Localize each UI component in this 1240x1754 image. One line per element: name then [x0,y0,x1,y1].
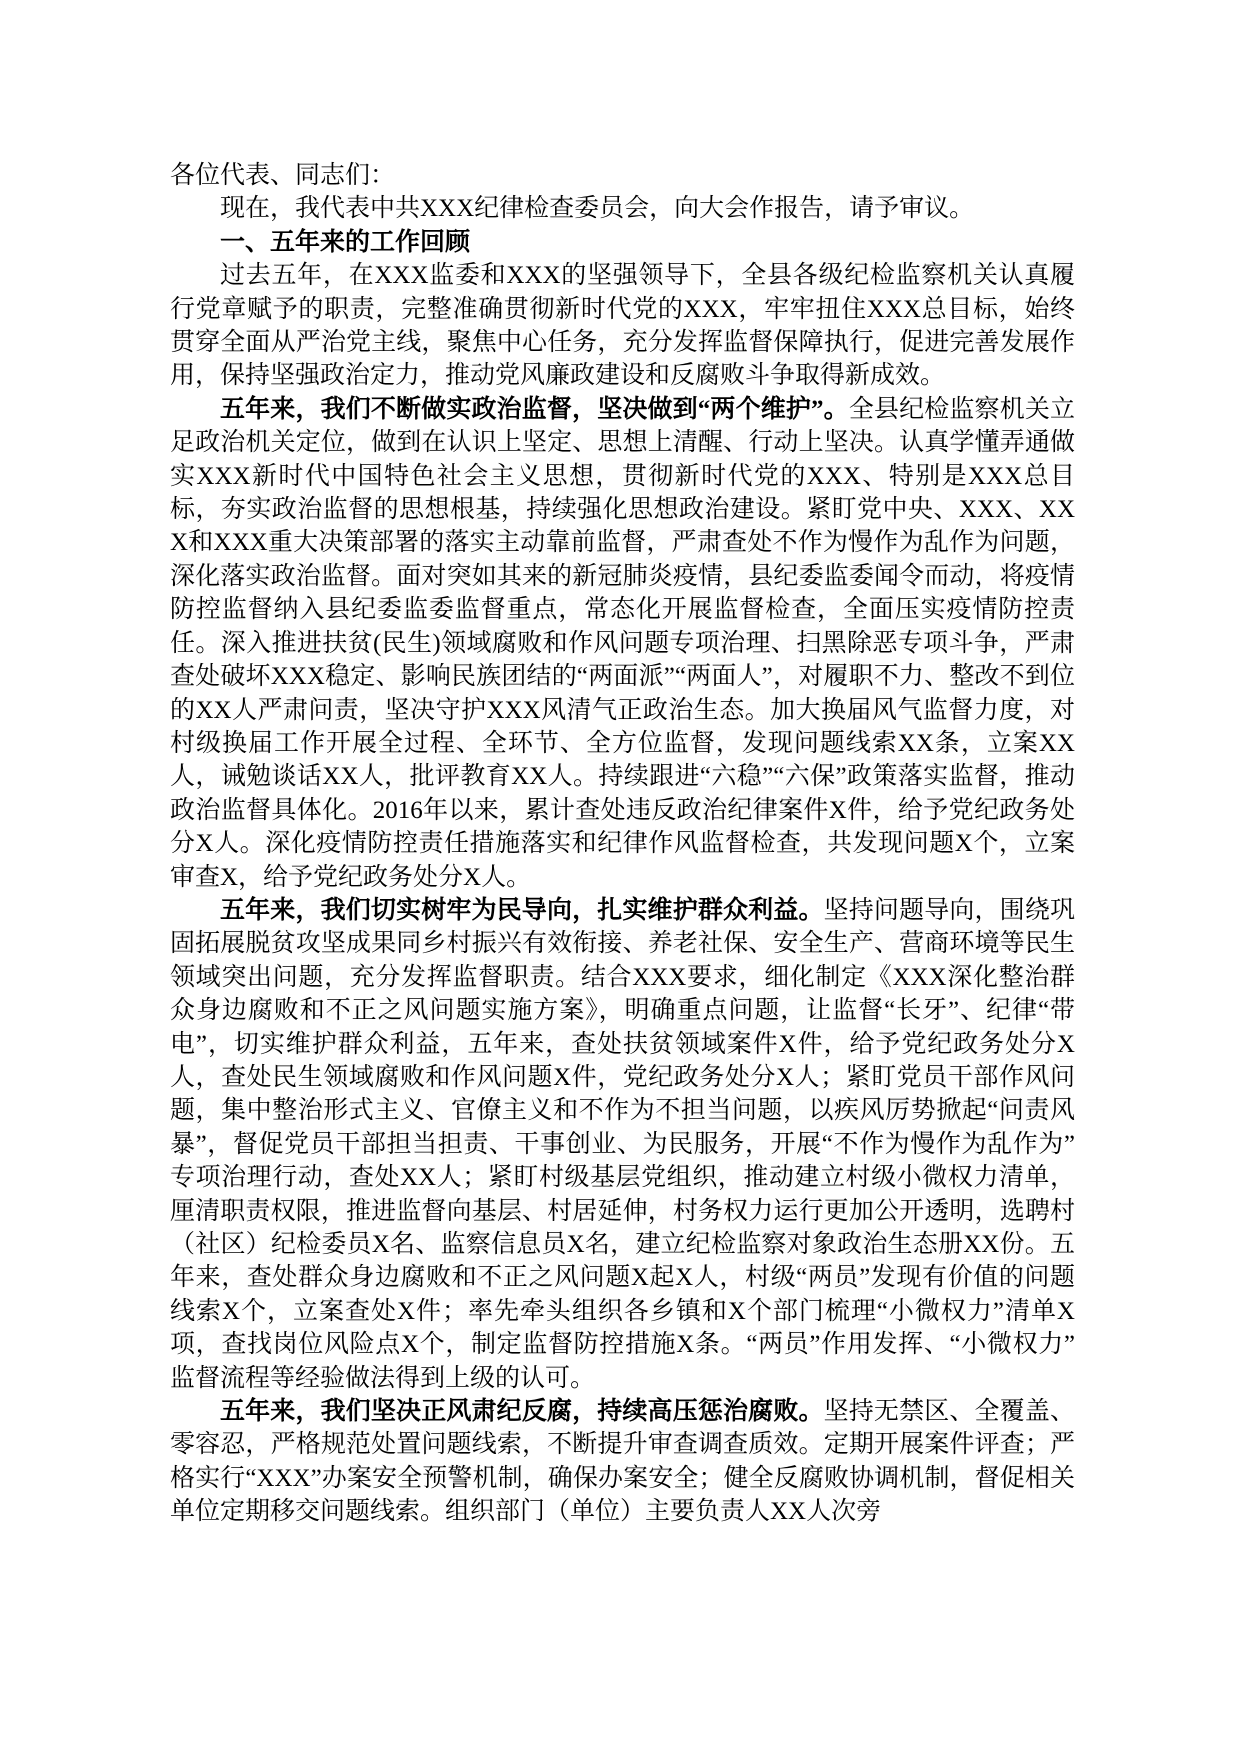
paragraph-anti-corruption-body: 坚持无禁区、全覆盖、零容忍，严格规范处置问题线索，不断提升审查调查质效。定期开展案件评查；严格实行“XXX”办案安全预警机制，确保办案安全；健全反腐败协调机制，督促相关单位定期移交问题线索。组织部门（单位）主要负责人XX人次旁 [170,1398,1075,1526]
paragraph-anti-corruption [170,1395,1075,1529]
paragraph-people-interests-lead: 五年来，我们切实树牢为民导向，扎实维护群众利益。 [220,896,824,924]
paragraph-anti-corruption-lead: 五年来，我们坚决正风肃纪反腐，持续高压惩治腐败。 [220,1398,824,1426]
paragraph-people-interests-body: 坚持问题导向，围绕巩固拓展脱贫攻坚成果同乡村振兴有效衔接、养老社保、安全生产、营商环境等民生领域突出问题，充分发挥监督职责。结合XXX要求，细化制定《XXX深化整治群众身边腐败和不正之风问题实施方案》，明确重点问题，让监督“长牙”、纪律“带电”，切实维护群众利益，五年来，查处扶贫领域案件X件，给予党纪政务处分X人，查处民生领域腐败和作风问题X件，党纪政务处分X人；紧盯党员干部作风问题，集中整治形式主义、官僚主义和不作为不担当问题，以疾风厉势掀起“问责风暴”，督促党员干部担当担责、干事创业、为民服务，开展“不作为慢作为乱作为”专项治理行动，查处XX人；紧盯村级基层党组织，推动建立村级小微权力清单，厘清职责权限，推进监督向基层、村居延伸，村务权力运行更加公开透明，选聘村（社区）纪检委员X名、监察信息员X名，建立纪检监察对象政治生态册XX份。五年来，查处群众身边腐败和不正之风问题X起X人，村级“两员”发现有价值的问题线索X个，立案查处X件；率先牵头组织各乡镇和X个部门梳理“小微权力”清单X项，查找岗位风险点X个，制定监督防控措施X条。“两员”作用发挥、“小微权力”监督流程等经验做法得到上级的认可。 [170,896,1075,1392]
salutation: 各位代表、同志们： [170,162,396,189]
paragraph-political-supervision-lead: 五年来，我们不断做实政治监督，坚决做到“两个维护”。 [220,395,849,423]
paragraph-overview-body: 过去五年，在XXX监委和XXX的坚强领导下，全县各级纪检监察机关认真履行党章赋予的职责，完整准确贯彻新时代党的XXX，牢牢扭住XXX总目标，始终贯穿全面从严治党主线，聚焦中心任务，充分发挥监督保障执行，促进完善发展作用，保持坚强政治定力，推动党风廉政建设和反腐败斗争取得新成效。 [170,262,1075,390]
paragraph-people-interests [170,894,1075,1395]
paragraph-overview [170,259,1075,393]
intro-paragraph: 现在，我代表中共XXX纪律检查委员会，向大会作报告，请予审议。 [220,195,975,223]
section-heading: 一、五年来的工作回顾 [220,228,471,256]
paragraph-political-supervision [170,393,1075,894]
paragraph-political-supervision-body: 全县纪检监察机关立足政治机关定位，做到在认识上坚定、思想上清醒、行动上坚决。认真学懂弄通做实XXX新时代中国特色社会主义思想，贯彻新时代党的XXX、特别是XXX总目标，夯实政治监督的思想根基，持续强化思想政治建设。紧盯党中央、XXX、XXX和XXX重大决策部署的落实主动靠前监督，严肃查处不作为慢作为乱作为问题，深化落实政治监督。面对突如其来的新冠肺炎疫情，县纪委监委闻令而动，将疫情防控监督纳入县纪委监委监督重点，常态化开展监督检查，全面压实疫情防控责任。深入推进扶贫(民生)领域腐败和作风问题专项治理、扫黑除恶专项斗争，严肃查处破坏XXX稳定、影响民族团结的“两面派”“两面人”，对履职不力、整改不到位的XX人严肃问责，坚决守护XXX风清气正政治生态。加大换届风气监督力度，对村级换届工作开展全过程、全环节、全方位监督，发现问题线索XX条，立案XX人，诫勉谈话XX人，批评教育XX人。持续跟进“六稳”“六保”政策落实监督，推动政治监督具体化。2016年以来，累计查处违反政治纪律案件X件，给予党纪政务处分X人。深化疫情防控责任措施落实和纪律作风监督检查，共发现问题X个，立案审查X，给予党纪政务处分X人。 [170,395,1075,891]
